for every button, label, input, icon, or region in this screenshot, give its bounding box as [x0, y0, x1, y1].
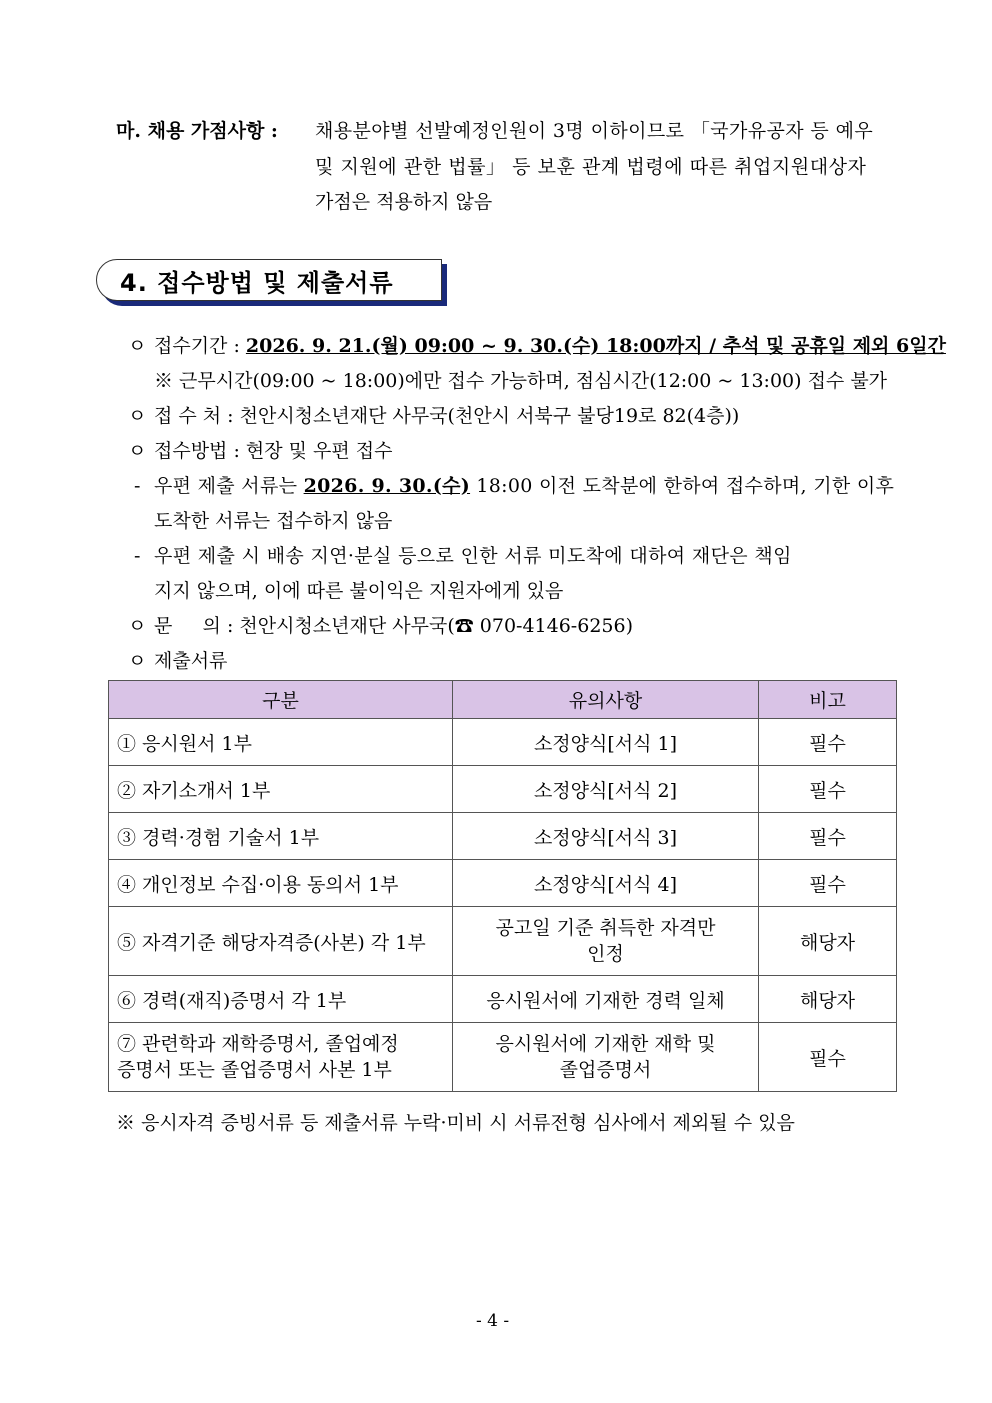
doc-note-line: 공고일 기준 취득한 자격만 — [495, 917, 716, 939]
doc-remark: 필수 — [759, 860, 897, 907]
reception-place — [128, 401, 739, 428]
table-row — [109, 813, 897, 860]
section-ma-text-line: 가점은 적용하지 않음 — [315, 191, 493, 213]
documents-table — [108, 680, 897, 1092]
section-ma-label: 마. 채용 가점사항 : — [116, 120, 278, 142]
doc-note-line: 응시원서에 기재한 재학 및 — [495, 1033, 716, 1055]
place-text: 접 수 처 : 천안시청소년재단 사무국(천안시 서북구 불당19로 82(4층)) — [154, 405, 740, 427]
doc-note — [453, 1023, 759, 1092]
header-notes: 유의사항 — [453, 681, 759, 719]
mail-deadline: 2026. 9. 30.(수) — [303, 475, 471, 497]
reception-period — [128, 331, 946, 358]
reception-method — [128, 436, 393, 463]
doc-item: ② 자기소개서 1부 — [109, 766, 453, 813]
mail-note-2 — [134, 541, 792, 568]
doc-note: 응시원서에 기재한 경력 일체 — [453, 976, 759, 1023]
section-ma-text-line: 채용분야별 선발예정인원이 3명 이하이므로 「국가유공자 등 예우 — [315, 120, 874, 142]
footnote: ※ 응시자격 증빙서류 등 제출서류 누락·미비 시 서류전형 심사에서 제외될 수 있음 — [116, 1112, 795, 1134]
table-row — [109, 976, 897, 1023]
inquiry-text: 문 의 : 천안시청소년재단 사무국(☎ 070-4146-6256) — [154, 615, 633, 637]
bullet-icon: ㅇ — [128, 650, 147, 672]
doc-note: 소정양식[서식 2] — [453, 766, 759, 813]
doc-remark: 해당자 — [759, 907, 897, 976]
table-row — [109, 1023, 897, 1092]
table-row — [109, 719, 897, 766]
table-row — [109, 766, 897, 813]
table-row — [109, 907, 897, 976]
mail-note-2-line2: 지지 않으며, 이에 따른 불이익은 지원자에게 있음 — [154, 580, 564, 602]
period-label: 접수기간 : — [154, 335, 246, 357]
docs-label-line — [128, 646, 227, 673]
doc-note: 소정양식[서식 1] — [453, 719, 759, 766]
doc-note: 소정양식[서식 4] — [453, 860, 759, 907]
mail-note-1-text-post: 18:00 이전 도착분에 한하여 접수하며, 기한 이후 — [470, 475, 895, 497]
reception-inquiry — [128, 611, 633, 638]
table-header-row — [109, 681, 897, 719]
doc-remark: 해당자 — [759, 976, 897, 1023]
section-heading: 4. 접수방법 및 제출서류 — [120, 269, 394, 297]
bullet-icon: ㅇ — [128, 405, 147, 427]
header-category: 구분 — [109, 681, 453, 719]
page-number: - 4 - — [476, 1311, 510, 1331]
bullet-icon: ㅇ — [128, 615, 147, 637]
table-row — [109, 860, 897, 907]
doc-item: ⑤ 자격기준 해당자격증(사본) 각 1부 — [109, 907, 453, 976]
bullet-icon: ㅇ — [128, 440, 147, 462]
period-note: ※ 근무시간(09:00 ~ 18:00)에만 접수 가능하며, 점심시간(12:00 ~ 13:00) 접수 불가 — [154, 370, 888, 392]
doc-remark: 필수 — [759, 719, 897, 766]
header-remark: 비고 — [759, 681, 897, 719]
doc-note: 소정양식[서식 3] — [453, 813, 759, 860]
docs-label: 제출서류 — [154, 650, 228, 672]
bullet-icon: ㅇ — [128, 335, 147, 357]
doc-item: ④ 개인정보 수집·이용 동의서 1부 — [109, 860, 453, 907]
doc-item: ③ 경력·경험 기술서 1부 — [109, 813, 453, 860]
doc-note — [453, 907, 759, 976]
doc-item: ⑥ 경력(재직)증명서 각 1부 — [109, 976, 453, 1023]
doc-remark: 필수 — [759, 813, 897, 860]
mail-note-2-text: 우편 제출 시 배송 지연·분실 등으로 인한 서류 미도착에 대하여 재단은 책임 — [154, 545, 792, 567]
doc-remark: 필수 — [759, 766, 897, 813]
doc-note-line: 졸업증명서 — [559, 1059, 652, 1081]
doc-item — [109, 1023, 453, 1092]
doc-item-line: ⑦ 관련학과 재학증명서, 졸업예정 — [117, 1033, 399, 1055]
section-ma-text-line: 및 지원에 관한 법률」 등 보훈 관계 법령에 따른 취업지원대상자 — [315, 156, 867, 178]
dash-icon: - — [134, 475, 141, 497]
dash-icon: - — [134, 545, 141, 567]
doc-item: ① 응시원서 1부 — [109, 719, 453, 766]
method-text: 접수방법 : 현장 및 우편 접수 — [154, 440, 393, 462]
doc-remark: 필수 — [759, 1023, 897, 1092]
mail-note-1-line2: 도착한 서류는 접수하지 않음 — [154, 510, 393, 532]
mail-note-1-text: 우편 제출 서류는 — [154, 475, 304, 497]
doc-note-line: 인정 — [587, 943, 624, 965]
period-value: 2026. 9. 21.(월) 09:00 ~ 9. 30.(수) 18:00까지 / 추석 및 공휴일 제외 6일간 — [245, 335, 946, 357]
doc-item-line: 증명서 또는 졸업증명서 사본 1부 — [117, 1059, 392, 1081]
mail-note-1 — [134, 471, 894, 498]
